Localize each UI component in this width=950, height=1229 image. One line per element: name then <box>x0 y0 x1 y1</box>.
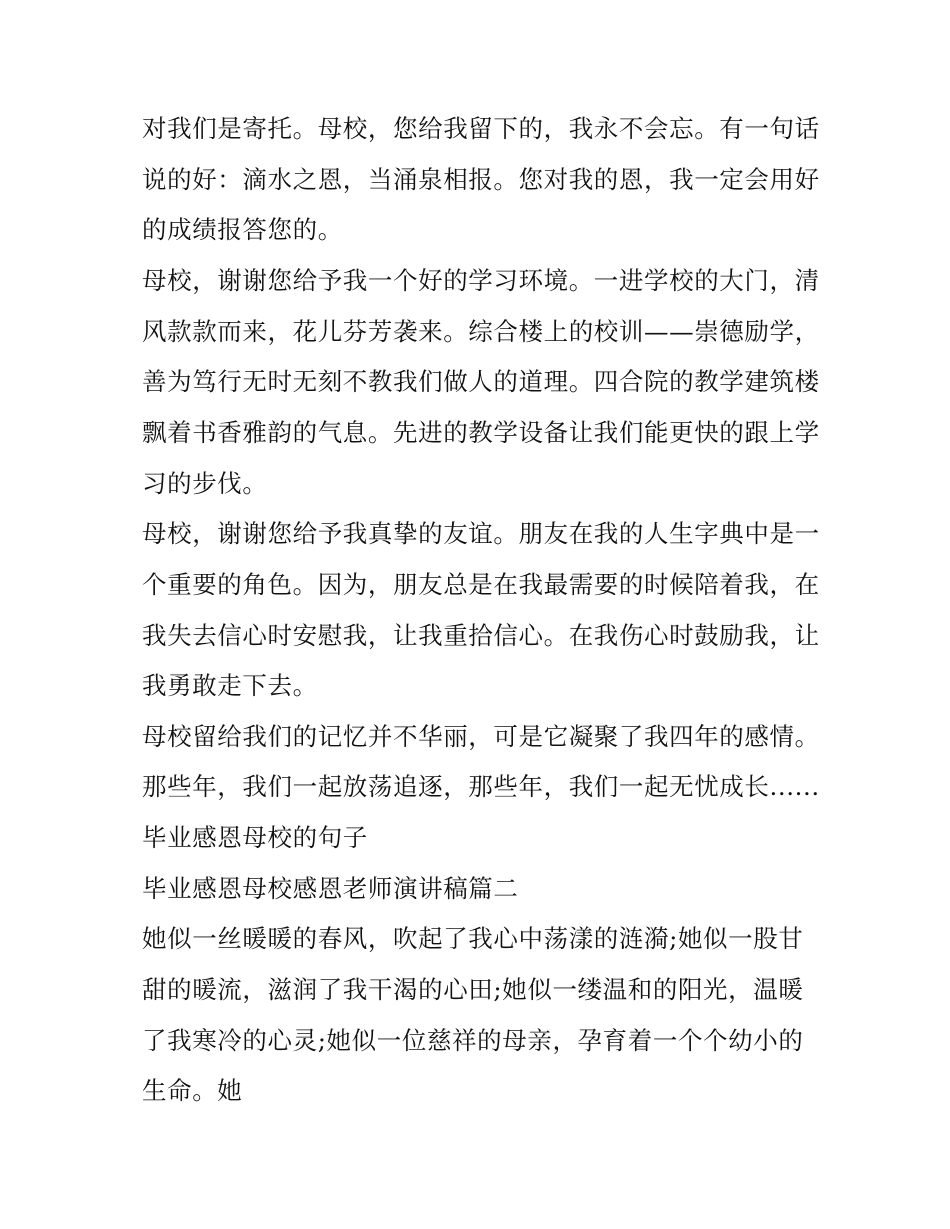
text-line: 她似一丝暖暖的春风，吹起了我心中荡漾的涟漪;她似一股甘 <box>142 924 804 953</box>
text-line: 我勇敢走下去。 <box>142 671 318 700</box>
text-line: 风款款而来，花儿芬芳袭来。综合楼上的校训——崇德励学， <box>142 317 820 346</box>
text-line: 习的步伐。 <box>142 469 268 498</box>
text-line: 了我寒冷的心灵;她似一位慈祥的母亲，孕育着一个个幼小的 <box>142 1026 804 1055</box>
text-line: 那些年，我们一起放荡追逐，那些年，我们一起无忧成长...... <box>142 772 820 801</box>
text-line: 的成绩报答您的。 <box>142 215 343 244</box>
text-line: 个重要的角色。因为，朋友总是在我最需要的时候陪着我，在 <box>142 570 820 599</box>
section-heading: 毕业感恩母校的句子 <box>142 823 368 852</box>
text-line: 飘着书香雅韵的气息。先进的教学设备让我们能更快的跟上学 <box>142 418 820 447</box>
section-heading: 毕业感恩母校感恩老师演讲稿篇二 <box>142 874 519 903</box>
text-line: 说的好：滴水之恩，当涌泉相报。您对我的恩，我一定会用好 <box>142 165 820 194</box>
text-line: 生命。她 <box>142 1076 243 1105</box>
text-line: 母校，谢谢您给予我一个好的学习环境。一进学校的大门，清 <box>142 266 820 295</box>
text-line: 善为笃行无时无刻不教我们做人的道理。四合院的教学建筑楼 <box>142 367 820 396</box>
text-line: 我失去信心时安慰我，让我重拾信心。在我伤心时鼓励我，让 <box>142 621 820 650</box>
text-line: 甜的暖流，滋润了我干渴的心田;她似一缕温和的阳光，温暖 <box>142 975 804 1004</box>
text-line: 母校留给我们的记忆并不华丽，可是它凝聚了我四年的感情。 <box>142 722 820 751</box>
text-line: 对我们是寄托。母校，您给我留下的，我永不会忘。有一句话 <box>142 114 820 143</box>
text-line: 母校，谢谢您给予我真挚的友谊。朋友在我的人生字典中是一 <box>142 519 820 548</box>
